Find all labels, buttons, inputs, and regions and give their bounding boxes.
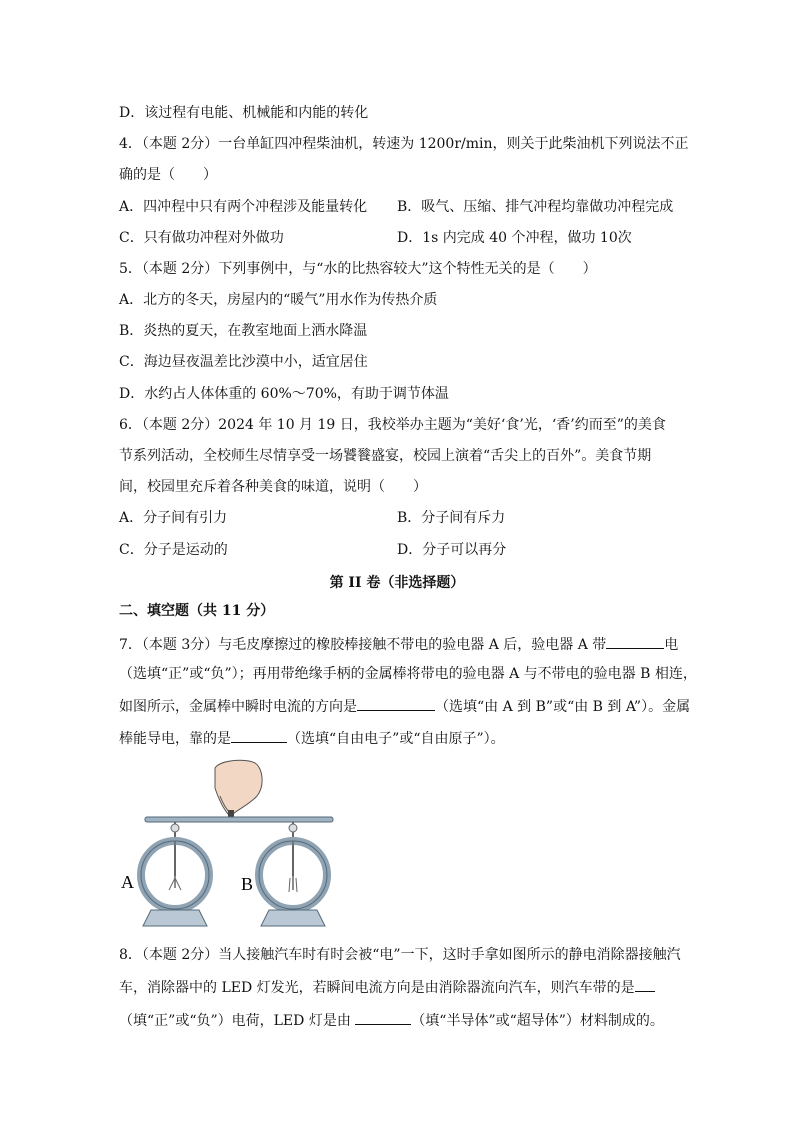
q7-line4-tail: （选填“自由电子”或“自由原子”）。 — [287, 731, 505, 747]
q4-option-d: D．1s 内完成 40 个冲程，做功 10次 — [397, 230, 632, 246]
q7-blank-1[interactable] — [606, 634, 664, 649]
q7-line3 — [119, 696, 690, 716]
q6-option-d: D．分子可以再分 — [397, 542, 507, 558]
electroscope-a — [141, 822, 209, 926]
q4-option-c: C．只有做功冲程对外做功 — [119, 230, 284, 246]
q7-line3-text: 如图所示，金属棒中瞬时电流的方向是 — [119, 699, 357, 715]
q7-line4-text: 棒能导电，靠的是 — [119, 731, 231, 747]
volume-title: 第 II 卷（非选择题） — [329, 575, 465, 591]
q5-option-d: D．水约占人体体重的 60%～70%，有助于调节体温 — [119, 386, 449, 402]
q5-option-a: A．北方的冬天，房屋内的“暖气”用水作为传热介质 — [119, 292, 438, 308]
q8-line3 — [119, 1010, 664, 1030]
q7-line4 — [119, 728, 505, 748]
q7-line1-text: 7．（本题 3分）与毛皮摩擦过的橡胶棒接触不带电的验电器 A 后，验电器 A 带 — [119, 637, 607, 653]
q6-stem-line2: 节系列活动，全校师生尽情享受一场饕餮盛宴，校园上演着“舌尖上的百外”。美食节期 — [119, 448, 652, 464]
q5-stem: 5．（本题 2分）下列事例中，与“水的比热容较大”这个特性无关的是（ ） — [119, 261, 597, 277]
q8-blank-1[interactable] — [635, 977, 655, 992]
electroscope-b — [259, 822, 327, 926]
q5-option-c: C．海边昼夜温差比沙漠中小，适宜居住 — [119, 354, 368, 370]
q8-line3-text: （填“正”或“负”）电荷，LED 灯是由 — [119, 1013, 351, 1029]
q6-stem-line3: 间，校园里充斥着各种美食的味道，说明（ ） — [119, 479, 427, 495]
q8-line1: 8．（本题 2分）当人接触汽车时有时会被“电”一下，这时手拿如图所示的静电消除器接触汽 — [119, 947, 681, 963]
q7-blank-3[interactable] — [231, 728, 287, 743]
q7-line3-tail: （选填“由 A 到 B”或“由 B 到 A”）。金属 — [435, 699, 691, 715]
q6-option-b: B．分子间有斥力 — [397, 510, 506, 526]
q7-line2: （选填“正”或“负”）；再用带绝缘手柄的金属棒将带电的验电器 A 与不带电的验电器 B 相连， — [119, 666, 697, 682]
label-b: B — [241, 874, 254, 894]
q6-option-a: A．分子间有引力 — [119, 510, 228, 526]
q5-option-b: B．炎热的夏天，在教室地面上洒水降温 — [119, 323, 368, 339]
q8-line3-tail: （填“半导体”或“超导体”）材料制成的。 — [411, 1013, 664, 1029]
q4-stem-line1: 4．（本题 2分）一台单缸四冲程柴油机，转速为 1200r/min，则关于此柴油机下列说法不正 — [119, 136, 689, 152]
label-a: A — [121, 872, 134, 892]
q4-option-a: A．四冲程中只有两个冲程涉及能量转化 — [119, 199, 368, 215]
q8-line2-text: 车，消除器中的 LED 灯发光，若瞬间电流方向是由消除器流向汽车，则汽车带的是 — [119, 980, 635, 996]
hand-icon — [215, 760, 262, 820]
q6-stem-line1: 6．（本题 2分）2024 年 10 月 19 日，我校举办主题为“美好‘食’光，‘香’约而至”的美食 — [119, 417, 666, 433]
q7-blank-2[interactable] — [357, 696, 435, 711]
electroscope-figure — [115, 758, 345, 933]
q4-stem-line2: 确的是（ ） — [119, 167, 217, 183]
q7-line1-tail: 电 — [664, 637, 679, 653]
q4-option-b: B．吸气、压缩、排气冲程均靠做功冲程完成 — [397, 199, 674, 215]
section2-title: 二、填空题（共 11 分） — [119, 603, 275, 619]
q6-option-c: C．分子是运动的 — [119, 542, 228, 558]
q8-blank-2[interactable] — [355, 1010, 411, 1025]
metal-rod — [145, 817, 333, 822]
q8-line2 — [119, 977, 655, 997]
q3-option-d: D．该过程有电能、机械能和内能的转化 — [119, 105, 369, 121]
q7-line1 — [119, 634, 678, 654]
